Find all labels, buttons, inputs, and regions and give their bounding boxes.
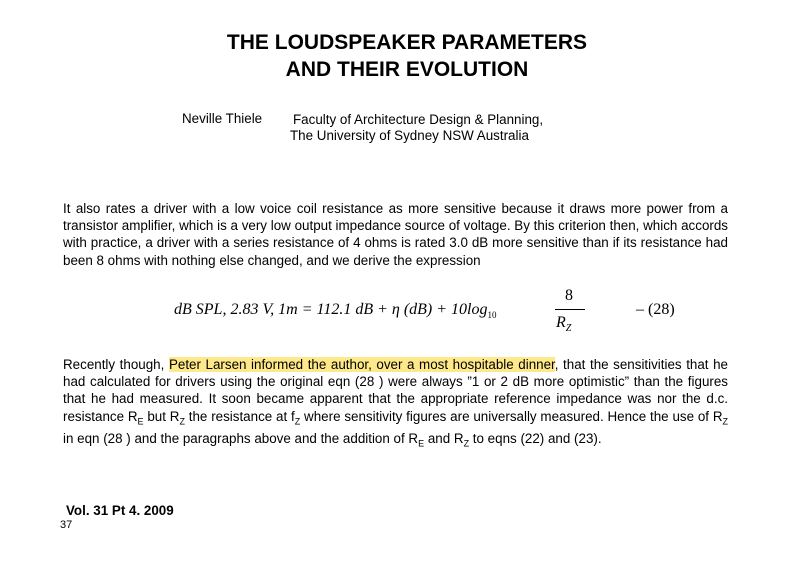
fraction-denominator: $R_Z$ bbox=[556, 314, 572, 335]
fraction-bar bbox=[555, 309, 585, 310]
equation-number: – (28) bbox=[636, 301, 675, 318]
paper-title-line-2: AND THEIR EVOLUTION bbox=[285, 58, 529, 81]
log-base: 10 bbox=[487, 310, 497, 321]
page-number: 37 bbox=[60, 519, 73, 531]
highlighted-text: Peter Larsen informed the author, over a most hospitable dinner bbox=[168, 357, 555, 372]
paper-title-line-1: THE LOUDSPEAKER PARAMETERS bbox=[226, 31, 588, 54]
affiliation-line-2: The University of Sydney NSW Australia bbox=[290, 128, 529, 143]
author-name: Neville Thiele bbox=[182, 111, 263, 126]
paragraph-1: It also rates a driver with a low voice coil resistance as more sensitive because it draws more power from a transistor amplifier, which is a very low output impedance source of voltage. By this criterion then, which accords with practice, a driver with a series resistance of 4 ohms is rated 3.0 dB more sensitive than if its resistance had been 8 ohms with nothing else changed, and we derive the expression bbox=[63, 201, 728, 268]
fraction-numerator: 8 bbox=[565, 287, 573, 304]
volume-info: Vol. 31 Pt 4. 2009 bbox=[66, 503, 174, 518]
equation-lhs: dB SPL, 2.83 V, 1m = 112.1 dB + η $(dB) + 10\log_{10}$ bbox=[174, 301, 497, 321]
affiliation-line-1: Faculty of Architecture Design & Planning, bbox=[293, 112, 544, 127]
equation-28 bbox=[170, 287, 690, 340]
paragraph-2: Recently though, Peter Larsen informed the author, over a most hospitable dinner, that the sensitivities that he had calculated for drivers using the original eqn (28 ) were always ”1 or 2 dB more optimistic” than the figures that he had measured. It soon became apparent that the appropriate reference impedance was nor the d.c. resistance $R_E$ but $R_Z$ the resistance at $f_Z$ where sensitivity figures are universally measured. Hence the use of $R_Z$ in eqn (28 ) and the paragraphs above and the addition of $R_E$ and $R_Z$ to eqns (22) and (23). bbox=[63, 357, 728, 450]
